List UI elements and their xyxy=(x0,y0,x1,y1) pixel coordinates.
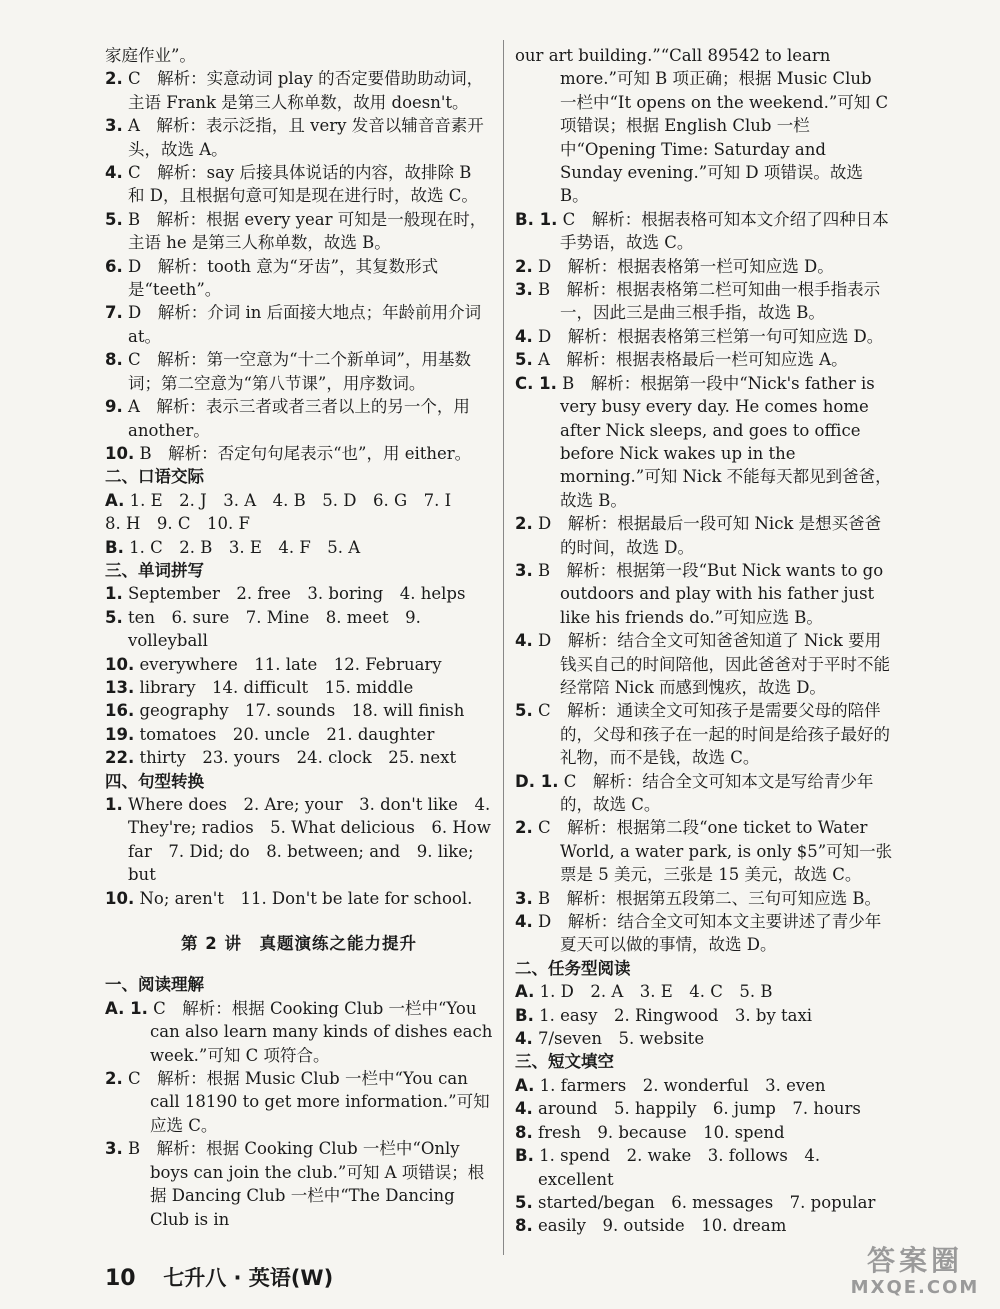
answer-entry xyxy=(105,653,493,676)
question-number: 4. xyxy=(515,1029,533,1049)
answer-entry xyxy=(105,1067,493,1137)
chapter-title: 第 2 讲 真题演练之能力提升 xyxy=(181,934,417,954)
question-number: 4. xyxy=(515,631,533,651)
section-heading: 一、阅读理解 xyxy=(105,975,204,995)
answer-entry xyxy=(515,629,893,699)
question-number: 4. xyxy=(105,163,123,183)
answer-entry xyxy=(105,746,493,769)
question-number: 7. xyxy=(105,303,123,323)
answer-text: B 解析：根据第一段“But Nick wants to go outdoors and play with his father just like his friends do.”可知应选 B。 xyxy=(538,560,884,627)
answer-text: A 解析：表示三者或者三者以上的另一个，用 another。 xyxy=(128,397,470,440)
answer-text: C 解析：第一空意为“十二个新单词”，用基数词；第二空意为“第八节课”，用序数词。 xyxy=(128,350,471,393)
answer-text: tomatoes 20. uncle 21. daughter xyxy=(139,724,435,744)
answer-text: C 解析：say 后接具体说话的内容，故排除 B 和 D，且根据句意可知是现在进行时，故选 C。 xyxy=(128,163,478,206)
section-heading: 四、句型转换 xyxy=(105,771,204,791)
answer-text: C 解析：根据第二段“one ticket to Water World, a water park, is only $5”可知一张票是 5 美元，三张是 15 美元，故选 C。 xyxy=(538,818,893,885)
answer-text: C 解析：结合全文可知本文是写给青少年的，故选 C。 xyxy=(560,771,874,814)
answer-entry xyxy=(515,325,893,348)
answer-text: 1. easy 2. Ringwood 3. by taxi xyxy=(539,1005,813,1025)
question-number: 5. xyxy=(515,1192,533,1212)
answer-text: B 解析：根据 Cooking Club 一栏中“Only boys can join the club.”可知 A 项错误；根据 Dancing Club 一栏中“The Dancing Club is in xyxy=(128,1139,485,1229)
answer-text: ten 6. sure 7. Mine 8. meet 9. volleyball xyxy=(128,607,421,651)
question-number: 5. xyxy=(105,209,123,229)
answer-entry xyxy=(515,910,893,957)
question-number: A. xyxy=(515,1075,535,1095)
question-number: 5. xyxy=(105,607,123,627)
answer-entry xyxy=(515,1097,893,1120)
answer-entry xyxy=(515,699,893,769)
page-footer xyxy=(105,1262,333,1292)
answer-text: D 解析：tooth 意为“牙齿”，其复数形式是“teeth”。 xyxy=(128,256,439,300)
answer-entry xyxy=(515,372,893,512)
answer-text: Where does 2. Are; your 3. don't like 4. They're; radios 5. What delicious 6. How far 7. Did; do 8. between; and 9. like; but xyxy=(128,795,491,885)
answer-entry xyxy=(515,1214,893,1237)
answer-entry xyxy=(515,770,893,817)
question-number: 3. xyxy=(105,116,123,136)
answer-text: A 解析：根据表格最后一栏可知应选 A。 xyxy=(538,350,848,370)
answer-text: 家庭作业”。 xyxy=(105,46,196,65)
question-number: 2. xyxy=(105,69,123,89)
answer-entry xyxy=(515,255,893,278)
answer-entry xyxy=(105,997,493,1067)
section-heading: 二、任务型阅读 xyxy=(515,958,631,978)
question-number: 2. xyxy=(515,514,533,534)
answer-text: D 解析：根据最后一段可知 Nick 是想买爸爸的时间，故选 D。 xyxy=(538,514,882,557)
question-number: 3. xyxy=(515,888,533,908)
answer-text: 1. D 2. A 3. E 4. C 5. B xyxy=(539,982,773,1002)
answer-text: 1. spend 2. wake 3. follows 4. excellent xyxy=(538,1146,821,1189)
answer-text: 1. E 2. J 3. A 4. B 5. D 6. G 7. I xyxy=(129,490,452,510)
answer-entry xyxy=(105,699,493,722)
question-number: D. 1. xyxy=(515,771,559,791)
section-heading: 二、口语交际 xyxy=(105,467,204,487)
answer-text: C 解析：实意动词 play 的否定要借助助动词，主语 Frank 是第三人称单数，故用 doesn't。 xyxy=(128,69,484,112)
answer-text: D 解析：根据表格第三栏第一句可知应选 D。 xyxy=(538,326,884,346)
question-number: 4. xyxy=(515,1099,533,1119)
answer-text: 1. farmers 2. wonderful 3. even xyxy=(539,1075,826,1095)
answer-entry xyxy=(105,67,493,114)
question-number: 8. xyxy=(515,1216,533,1236)
question-number: B. xyxy=(515,1005,534,1025)
answer-entry xyxy=(105,887,493,910)
section-heading: 三、短文填空 xyxy=(515,1052,614,1072)
answer-text: D 解析：结合全文可知本文主要讲述了青少年夏天可以做的事情，故选 D。 xyxy=(538,912,882,955)
answer-text: started/began 6. messages 7. popular xyxy=(538,1192,876,1212)
question-number: 6. xyxy=(105,256,123,276)
answer-text: B 解析：根据第五段第二、三句可知应选 B。 xyxy=(538,888,881,908)
answer-entry xyxy=(105,301,493,348)
question-number: C. 1. xyxy=(515,373,557,393)
answer-entry xyxy=(515,1144,893,1191)
answer-entry xyxy=(105,114,493,161)
answer-entry xyxy=(515,278,893,325)
answer-entry xyxy=(515,1191,893,1214)
column-divider xyxy=(503,40,504,1255)
watermark-url: MXQE.COM xyxy=(850,1277,980,1298)
answer-entry xyxy=(105,676,493,699)
question-number: 8. xyxy=(105,350,123,370)
question-number: 13. xyxy=(105,677,135,697)
book-title: 七升八 · 英语(W) xyxy=(163,1266,334,1290)
answer-entry xyxy=(515,887,893,910)
answer-text: C 解析：通读全文可知孩子是需要父母的陪伴的，父母和孩子在一起的时间是给孩子最好的礼物，而不是钱，故选 C。 xyxy=(538,701,890,768)
question-number: 8. xyxy=(515,1122,533,1142)
question-number: 3. xyxy=(515,560,533,580)
answer-entry xyxy=(105,536,493,559)
answer-text: D 解析：结合全文可知爸爸知道了 Nick 要用钱买自己的时间陪他，因此爸爸对于平时不能经常陪 Nick 而感到愧疚，故选 D。 xyxy=(538,631,890,697)
answer-text: everywhere 11. late 12. February xyxy=(139,654,442,674)
answer-entry xyxy=(515,44,893,208)
answer-text: B 解析：根据表格第二栏可知曲一根手指表示一，因此三是曲三根手指，故选 B。 xyxy=(538,280,881,323)
answer-text: C 解析：根据 Music Club 一栏中“You can call 18190 to get more information.”可知应选 C。 xyxy=(128,1069,490,1135)
answer-text: D 解析：根据表格第一栏可知应选 D。 xyxy=(538,256,834,276)
answer-entry xyxy=(105,489,493,512)
answer-text: No; aren't 11. Don't be late for school. xyxy=(139,888,473,908)
answer-entry xyxy=(515,1004,893,1027)
answer-text: B 解析：根据 every year 可知是一般现在时，主语 he 是第三人称单数，故选 B。 xyxy=(128,209,487,253)
question-number: 22. xyxy=(105,748,135,768)
question-number: B. xyxy=(105,537,124,557)
question-number: 2. xyxy=(105,1069,123,1089)
answer-entry xyxy=(105,1137,493,1231)
answer-entry xyxy=(105,255,493,302)
answer-text: B 解析：根据第一段中“Nick's father is very busy every day. He comes home after Nick sleeps, and goes to office before Nick wakes up in the morning.”可知 Nick 不能每天都见到爸爸，故选 B。 xyxy=(560,373,892,510)
answer-text: C 解析：根据 Cooking Club 一栏中“You can also learn many kinds of dishes each week.”可知 C 项符合。 xyxy=(150,998,493,1065)
answer-text: our art building.”“Call 89542 to learn more.”可知 B 项正确；根据 Music Club 一栏中“It opens on the weekend.”可知 C 项错误；根据 English Club 一栏中“Opening Time: Saturday and Sunday evening.”可知 D 项错误。故选 B。 xyxy=(515,46,889,206)
question-number: B. 1. xyxy=(515,209,558,229)
question-number: 3. xyxy=(105,1139,123,1159)
answer-entry xyxy=(515,980,893,1003)
answer-text: 1. C 2. B 3. E 4. F 5. A xyxy=(129,537,361,557)
answer-entry xyxy=(515,1027,893,1050)
question-number: 10. xyxy=(105,443,135,463)
question-number: A. 1. xyxy=(105,998,148,1018)
answer-entry xyxy=(515,1121,893,1144)
answer-entry xyxy=(515,348,893,371)
question-number: 16. xyxy=(105,701,135,721)
answer-entry xyxy=(105,723,493,746)
answer-entry xyxy=(515,1074,893,1097)
question-number: 10. xyxy=(105,654,135,674)
answer-text: geography 17. sounds 18. will finish xyxy=(139,701,465,721)
answer-entry xyxy=(105,395,493,442)
question-number: 2. xyxy=(515,256,533,276)
answer-entry xyxy=(105,44,493,67)
answer-entry xyxy=(515,512,893,559)
answer-entry xyxy=(105,512,493,535)
section-heading: 三、单词拼写 xyxy=(105,560,204,580)
answer-entry xyxy=(515,559,893,629)
left-column xyxy=(105,44,493,1231)
question-number: A. xyxy=(515,982,535,1002)
answer-entry xyxy=(105,208,493,255)
answer-text: thirty 23. yours 24. clock 25. next xyxy=(139,748,457,768)
answer-text: C 解析：根据表格可知本文介绍了四种日本手势语，故选 C。 xyxy=(560,209,889,253)
question-number: A. xyxy=(105,490,125,510)
page-number: 10 xyxy=(105,1266,136,1291)
answer-entry xyxy=(105,442,493,465)
answer-text: 7/seven 5. website xyxy=(538,1029,705,1049)
question-number: 19. xyxy=(105,724,135,744)
answer-text: around 5. happily 6. jump 7. hours xyxy=(538,1099,861,1119)
question-number: 9. xyxy=(105,397,123,417)
question-number: 3. xyxy=(515,280,533,300)
question-number: B. xyxy=(515,1146,534,1166)
answer-entry xyxy=(105,582,493,605)
answer-text: B 解析：否定句句尾表示“也”，用 either。 xyxy=(139,443,472,463)
question-number: 1. xyxy=(105,795,123,814)
question-number: 5. xyxy=(515,701,533,721)
answer-entry xyxy=(515,816,893,886)
answer-text: September 2. free 3. boring 4. helps xyxy=(128,584,466,604)
question-number: 4. xyxy=(515,912,533,932)
question-number: 4. xyxy=(515,326,533,346)
answer-entry xyxy=(105,606,493,653)
answer-text: D 解析：介词 in 后面接大地点；年龄前用介词 at。 xyxy=(128,303,482,346)
site-watermark xyxy=(840,1245,990,1303)
answer-entry xyxy=(105,793,493,887)
right-column xyxy=(515,44,893,1238)
question-number: 1. xyxy=(105,584,123,604)
answer-text: easily 9. outside 10. dream xyxy=(538,1216,787,1236)
question-number: 2. xyxy=(515,818,533,838)
answer-entry xyxy=(105,348,493,395)
watermark-logo-text: 答案圈 xyxy=(866,1244,963,1277)
answer-entry xyxy=(105,161,493,208)
answer-text: 8. H 9. C 10. F xyxy=(105,514,250,534)
question-number: 10. xyxy=(105,888,135,908)
answer-entry xyxy=(515,208,893,255)
answer-text: fresh 9. because 10. spend xyxy=(538,1122,785,1142)
answer-text: A 解析：表示泛指，且 very 发音以辅音音素开头，故选 A。 xyxy=(128,116,484,159)
question-number: 5. xyxy=(515,350,533,370)
answer-text: library 14. difficult 15. middle xyxy=(139,677,414,697)
